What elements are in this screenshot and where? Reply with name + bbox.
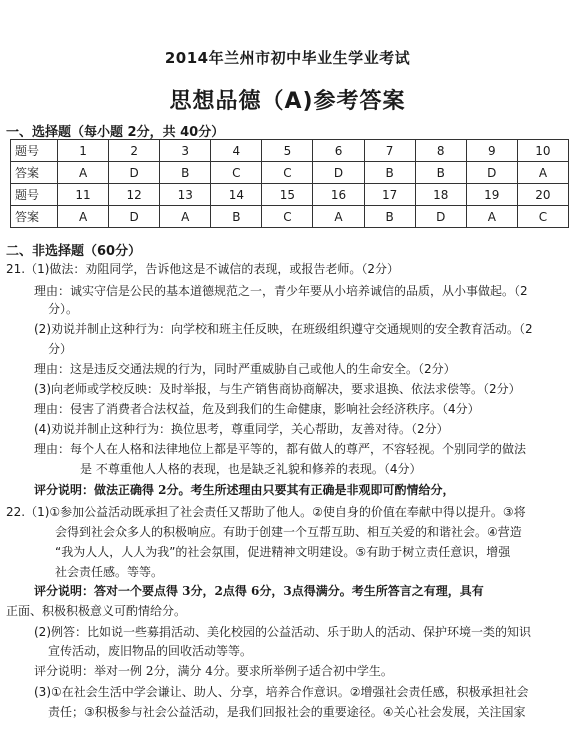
row-header: 题号 bbox=[11, 140, 58, 162]
table-cell: 14 bbox=[211, 184, 262, 206]
table-cell: 17 bbox=[364, 184, 415, 206]
answer-key-title: 思想品德（A)参考答案 bbox=[169, 89, 406, 114]
text-line: 分）。 bbox=[48, 302, 79, 316]
grading-note: 评分说明：答对一个要点得 3分，2点得 6分，3点得满分。考生所答言之有理，具有 bbox=[34, 584, 484, 598]
table-cell: C bbox=[517, 206, 568, 228]
text-line: 22.（1)①参加公益活动既承担了社会责任又帮助了他人。②使自身的价值在奉献中得以提升。③将 bbox=[6, 505, 526, 519]
text-line: “我为人人，人人为我”的社会氛围，促进精神文明建设。⑤有助于树立责任意识，增强 bbox=[55, 545, 511, 559]
table-cell: B bbox=[364, 162, 415, 184]
table-cell: A bbox=[58, 206, 109, 228]
row-header: 题号 bbox=[11, 184, 58, 206]
table-cell: A bbox=[160, 206, 211, 228]
table-cell: 1 bbox=[58, 140, 109, 162]
table-cell: 20 bbox=[517, 184, 568, 206]
table-row bbox=[11, 184, 569, 206]
table-cell: 18 bbox=[415, 184, 466, 206]
text-line: 会得到社会众多人的积极响应。有助于创建一个互帮互助、相互关爱的和谐社会。④营造 bbox=[55, 525, 522, 539]
table-cell: 10 bbox=[517, 140, 568, 162]
grading-note: 正面、积极积极意义可酌情给分。 bbox=[6, 604, 187, 618]
table-cell: D bbox=[109, 206, 160, 228]
table-cell: 15 bbox=[262, 184, 313, 206]
table-cell: A bbox=[517, 162, 568, 184]
table-cell: C bbox=[211, 162, 262, 184]
table-cell: 19 bbox=[466, 184, 517, 206]
table-cell: 16 bbox=[313, 184, 364, 206]
table-row bbox=[11, 206, 569, 228]
table-cell: B bbox=[211, 206, 262, 228]
text-line: (3)向老师或学校反映：及时举报，与生产销售商协商解决，要求退换、依法求偿等。（2分） bbox=[34, 382, 521, 396]
row-header: 答案 bbox=[11, 206, 58, 228]
table-cell: 5 bbox=[262, 140, 313, 162]
table-cell: 12 bbox=[109, 184, 160, 206]
section-1-heading: 一、选择题（每小题 2分，共 40分） bbox=[6, 125, 225, 140]
table-row bbox=[11, 162, 569, 184]
grading-note: 评分说明：举对一例 2分，满分 4分。要求所举例子适合初中学生。 bbox=[34, 664, 393, 678]
table-cell: B bbox=[160, 162, 211, 184]
table-cell: 7 bbox=[364, 140, 415, 162]
row-header: 答案 bbox=[11, 162, 58, 184]
table-cell: D bbox=[415, 206, 466, 228]
table-cell: D bbox=[466, 162, 517, 184]
table-cell: 3 bbox=[160, 140, 211, 162]
text-line: 理由：侵害了消费者合法权益，危及到我们的生命健康，影响社会经济秩序。（4分） bbox=[34, 402, 480, 416]
table-cell: 2 bbox=[109, 140, 160, 162]
text-line: (4)劝说并制止这种行为：换位思考，尊重同学，关心帮助，友善对待。（2分） bbox=[34, 422, 449, 436]
table-cell: 4 bbox=[211, 140, 262, 162]
table-cell: A bbox=[313, 206, 364, 228]
text-line: (2)劝说并制止这种行为：向学校和班主任反映，在班级组织遵守交通规则的安全教育活动。（2 bbox=[34, 322, 533, 336]
table-cell: D bbox=[313, 162, 364, 184]
table-cell: B bbox=[415, 162, 466, 184]
grading-note: 评分说明：做法正确得 2分。考生所述理由只要其有正确是非观即可酌情给分， bbox=[34, 483, 455, 497]
text-line: 理由：诚实守信是公民的基本道德规范之一，青少年要从小培养诚信的品质，从小事做起。（2 bbox=[34, 284, 528, 298]
table-cell: 8 bbox=[415, 140, 466, 162]
table-cell: A bbox=[58, 162, 109, 184]
text-line: 宣传活动，废旧物品的回收活动等等。 bbox=[48, 644, 253, 658]
text-line: (3)①在社会生活中学会谦让、助人、分享，培养合作意识。②增强社会责任感，积极承担社会 bbox=[34, 685, 529, 699]
exam-title: 2014年兰州市初中毕业生学业考试 bbox=[164, 49, 411, 67]
table-cell: 6 bbox=[313, 140, 364, 162]
table-cell: C bbox=[262, 206, 313, 228]
answer-table bbox=[10, 139, 569, 228]
text-line: 责任；③积极参与社会公益活动，是我们回报社会的重要途径。④关心社会发展，关注国家 bbox=[48, 705, 526, 719]
text-line: 21.（1)做法：劝阻同学，告诉他这是不诚信的表现，或报告老师。（2分） bbox=[6, 262, 400, 276]
text-line: 理由：这是违反交通法规的行为，同时严重威胁自己或他人的生命安全。（2分） bbox=[34, 362, 456, 376]
table-cell: 9 bbox=[466, 140, 517, 162]
table-cell: 11 bbox=[58, 184, 109, 206]
table-cell: D bbox=[109, 162, 160, 184]
text-line: (2)例答：比如说一些募捐活动、美化校园的公益活动、乐于助人的活动、保护环境一类的知识 bbox=[34, 625, 532, 639]
table-cell: B bbox=[364, 206, 415, 228]
text-line: 理由：每个人在人格和法律地位上都是平等的，都有做人的尊严，不容轻视。个别同学的做法 bbox=[34, 442, 527, 456]
table-row bbox=[11, 140, 569, 162]
text-line: 是 不尊重他人人格的表现，也是缺乏礼貌和修养的表现。（4分） bbox=[80, 462, 422, 476]
text-line: 社会责任感。等等。 bbox=[55, 565, 164, 579]
text-line: 分） bbox=[48, 342, 73, 356]
section-2-heading: 二、非选择题（60分） bbox=[6, 244, 142, 259]
table-cell: C bbox=[262, 162, 313, 184]
table-cell: A bbox=[466, 206, 517, 228]
table-cell: 13 bbox=[160, 184, 211, 206]
